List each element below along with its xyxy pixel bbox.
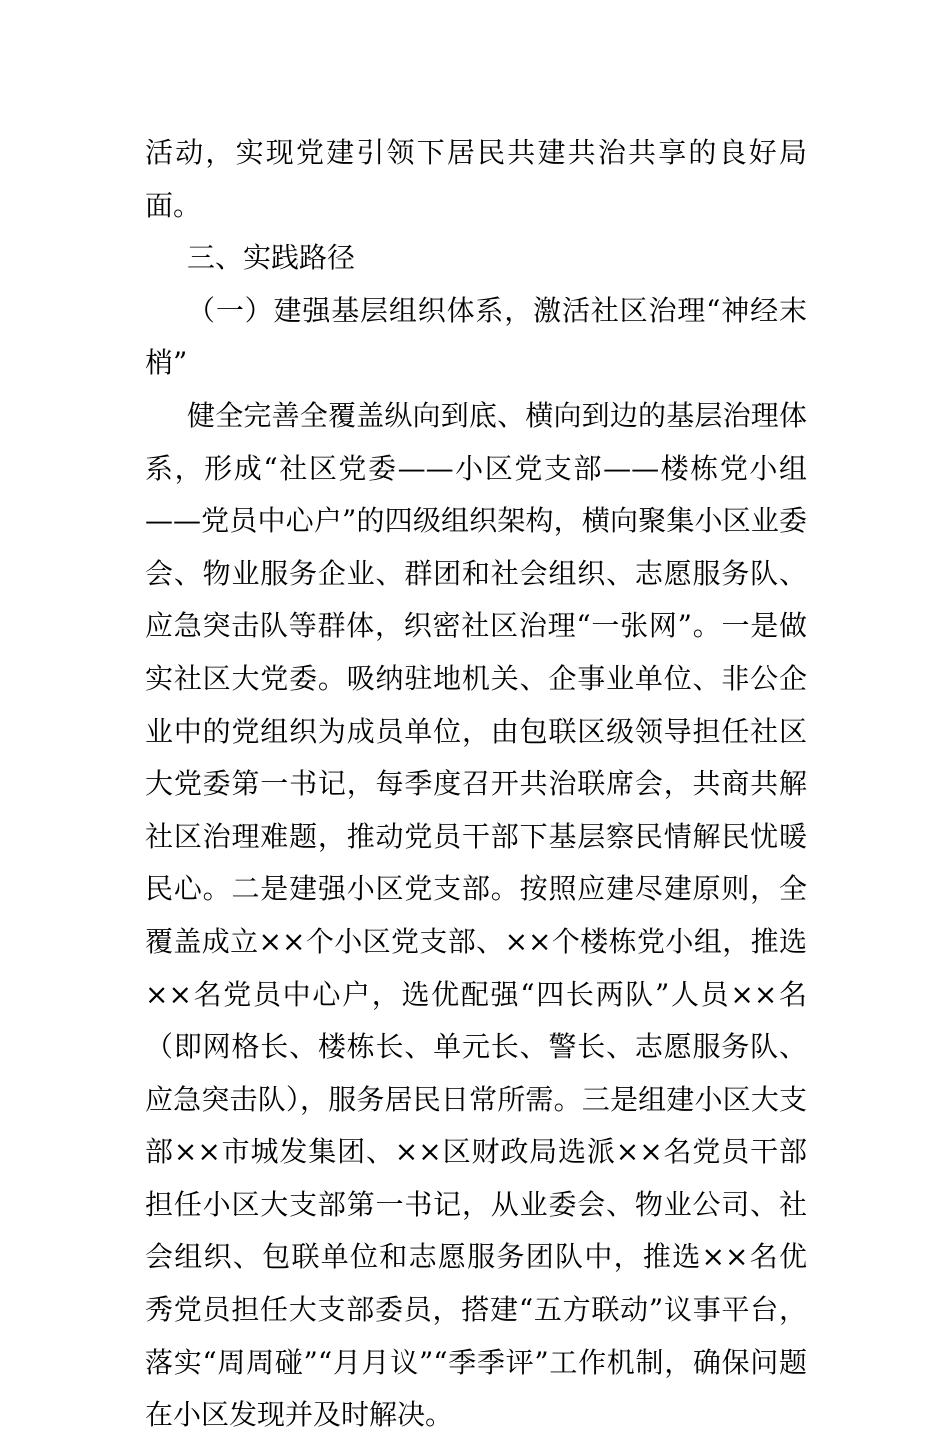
body-paragraph: 健全完善全覆盖纵向到底、横向到边的基层治理体系，形成“社区党委——小区党支部——楼栋党小组——党员中心户”的四级组织架构，横向聚集小区业委会、物业服务企业、群团和社会组织、志愿服务队、应急突击队等群体，织密社区治理“一张网”。一是做实社区大党委。吸纳驻地机关、企事业单位、非公企业中的党组织为成员单位，由包联区级领导担任社区大党委第一书记，每季度召开共治联席会，共商共解社区治理难题，推动党员干部下基层察民情解民忧暖民心。二是建强小区党支部。按照应建尽建原则，全覆盖成立××个小区党支部、××个楼栋党小组，推选××名党员中心户，选优配强“四长两队”人员××名（即网格长、楼栋长、单元长、警长、志愿服务队、应急突击队），服务居民日常所需。三是组建小区大支部××市城发集团、××区财政局选派××名党员干部担任小区大支部第一书记，从业委会、物业公司、社会组织、包联单位和志愿服务团队中，推选××名优秀党员担任大支部委员，搭建“五方联动”议事平台，落实“周周碰”“月月议”“季季评”工作机制，确保问题在小区发现并及时解决。	[145, 398, 807, 1432]
subsection-heading: （一）建强基层组织体系，激活社区治理“神经末梢”	[145, 293, 807, 380]
section-heading: 三、实践路径	[187, 241, 356, 275]
paragraph-continuation: 活动，实现党建引领下居民共建共治共享的良好局面。	[145, 136, 807, 222]
document-body	[145, 127, 807, 1442]
